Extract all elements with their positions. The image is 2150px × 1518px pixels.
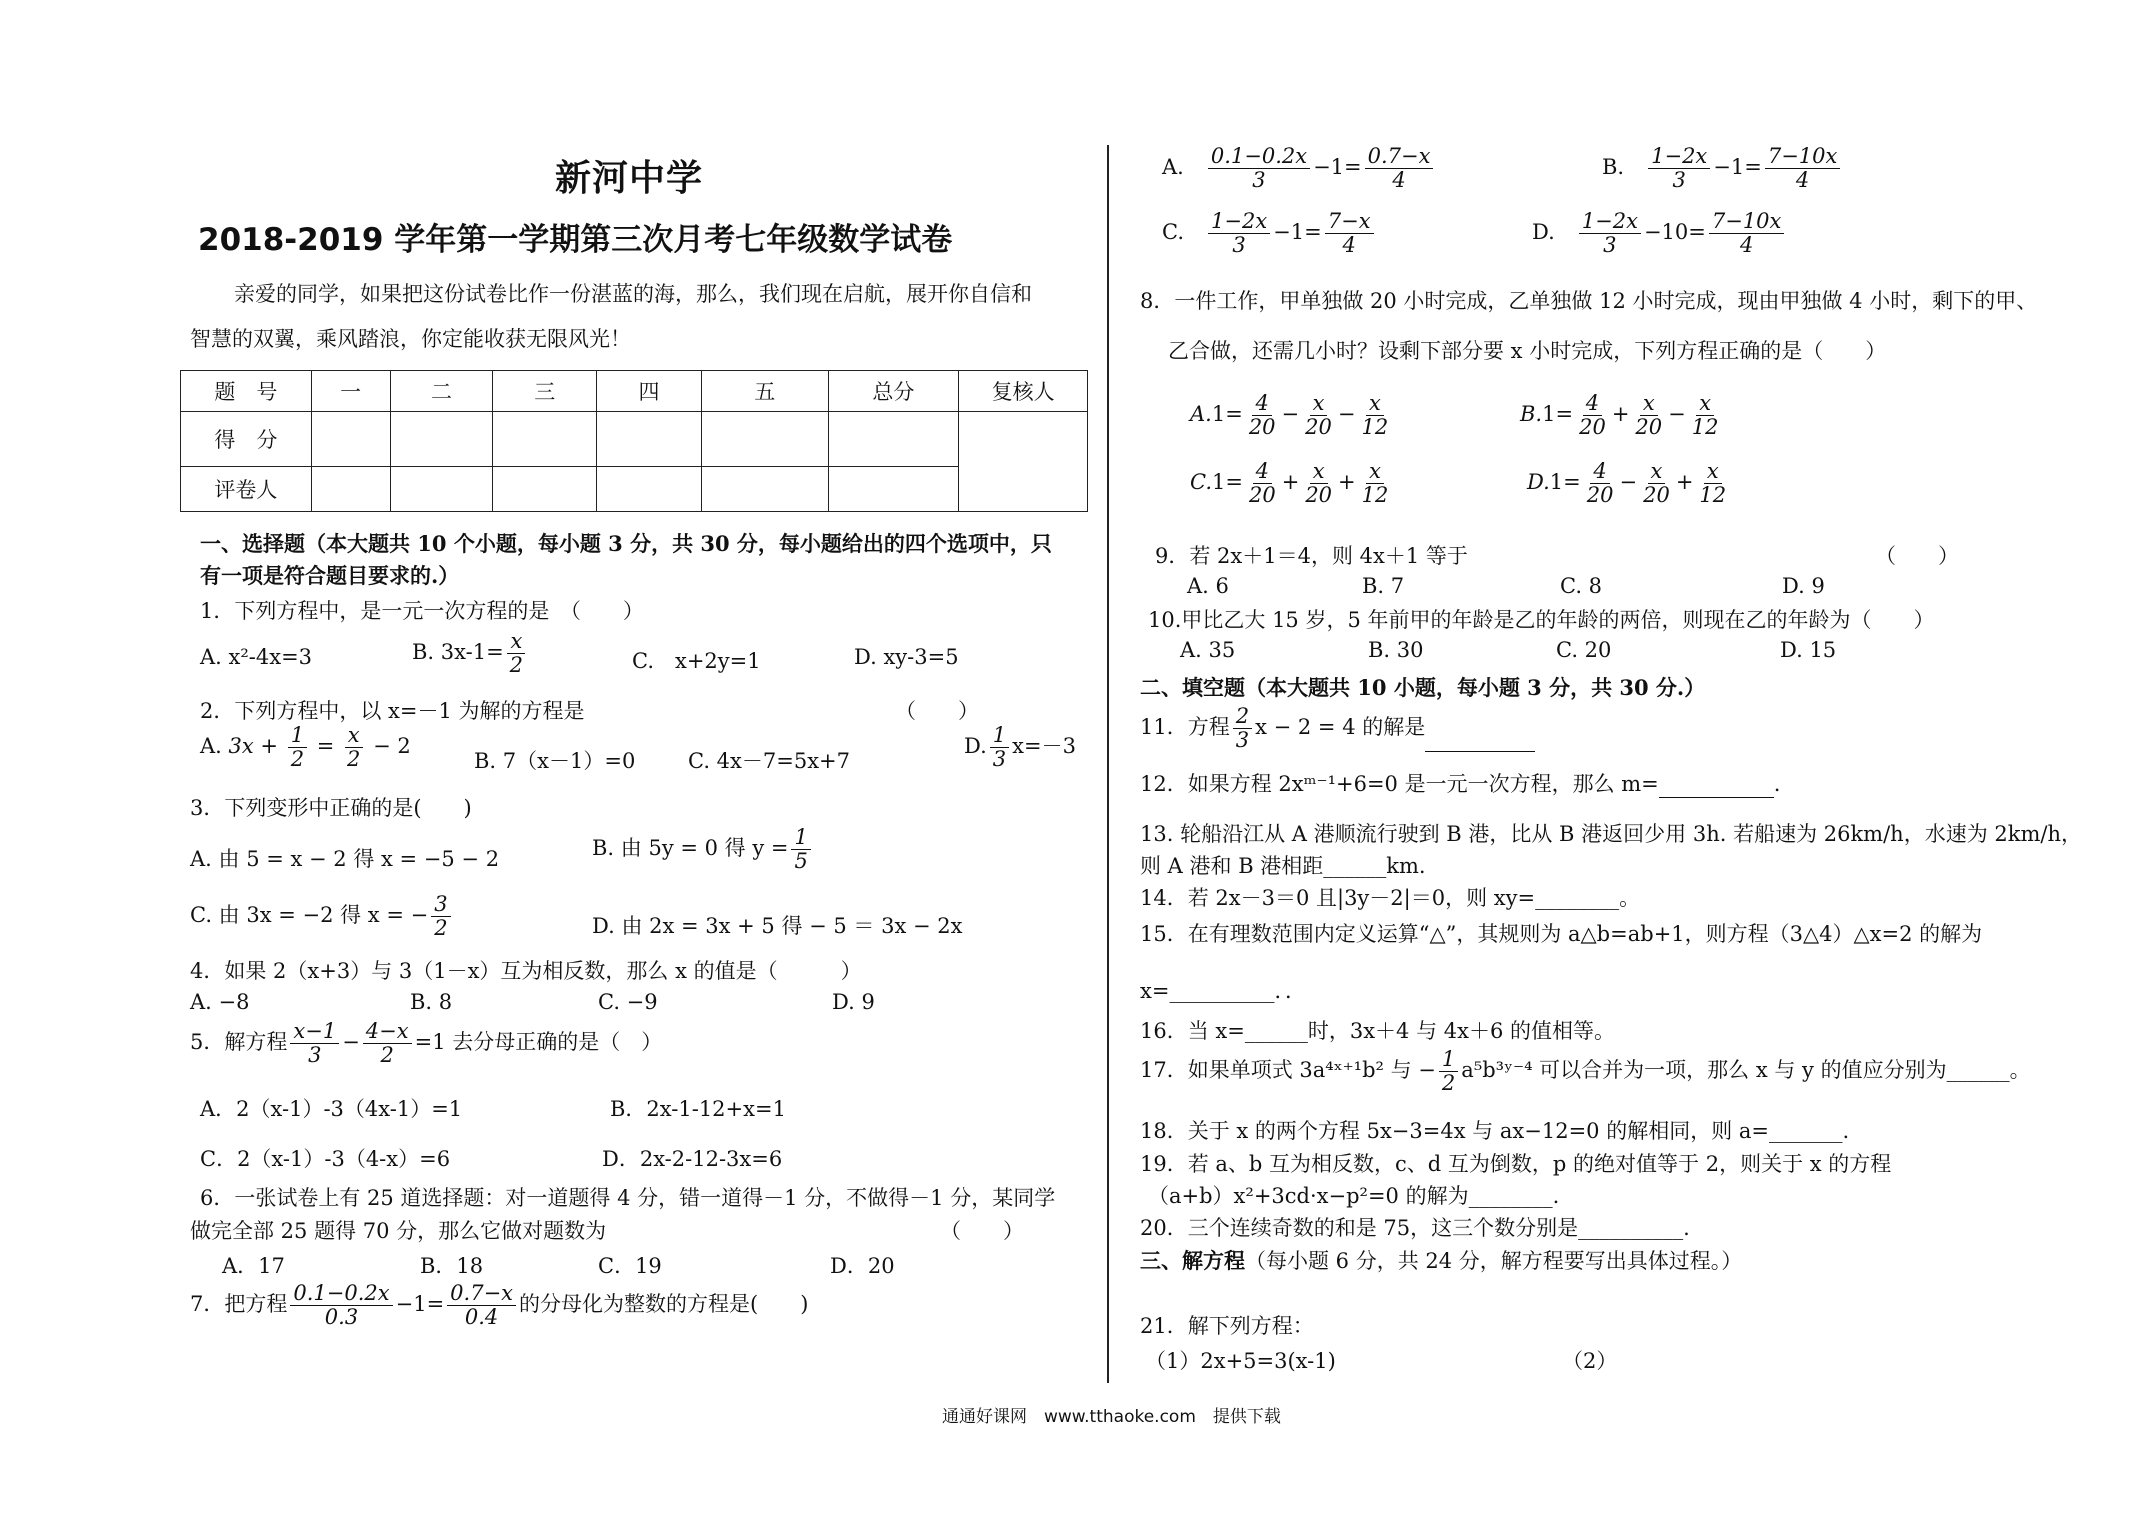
q6-stem-2: 做完全部 25 题得 70 分，那么它做对题数为 [190,1219,607,1243]
intro-line-1: 亲爱的同学，如果把这份试卷比作一份湛蓝的海，那么，我们现在启航，展开你自信和 [234,282,1032,306]
q19-line-2: （a+b）x²+3cd·x−p²=0 的解为________. [1148,1184,1560,1208]
score-header-cell: 总分 [828,371,959,412]
footer-source: 通通好课网 www.tthaoke.com 提供下载 [942,1407,1281,1427]
q6-paren: （ ） [940,1219,1024,1243]
q9-paren: （ ） [1875,544,1959,568]
q8-option-d: D.1= $\frac{4}{20}$ − $\frac{x}{20}$ + $\frac{x}{12}$ [1527,459,1727,508]
q10-option-b: B. 30 [1368,638,1424,662]
q2-stem: 2．下列方程中，以 x=－1 为解的方程是 [200,699,585,723]
score-header-cell: 复核人 [959,371,1088,412]
q5-option-b: B．2x-1-12+x=1 [610,1097,786,1121]
section-3-heading: 三、解方程（每小题 6 分，共 24 分，解方程要写出具体过程。） [1140,1248,1743,1273]
q1-option-b: B. 3x-1= $\frac{x}{2}$ [412,630,529,677]
q6-option-b: B．18 [420,1254,484,1278]
q2-option-a: A. 3x + $\frac{1}{2}$ = $\frac{x}{2}$ − 2 [200,723,411,772]
q3-option-b: B. 由 5y = 0 得 y = $\frac{1}{5}$ [592,826,814,873]
score-header-cell: 一 [311,371,390,412]
q15-line-2: x=__________．． [1140,979,1306,1003]
q2-paren: （ ） [895,699,979,723]
q4-option-a: A. −8 [190,990,250,1014]
q4-option-b: B. 8 [410,990,453,1014]
q1-option-c: C. x+2y=1 [632,649,761,673]
column-divider [1107,145,1109,1383]
q12: 12．如果方程 2xᵐ⁻¹+6=0 是一元一次方程，那么 m= . [1140,772,1781,796]
q5-stem: 5．解方程 $\frac{x-1}{3}$ − $\frac{4-x}{2}$ =1 去分母正确的是（ ） [190,1019,663,1068]
q3-stem: 3．下列变形中正确的是( ) [190,796,472,820]
q21-stem: 21．解下列方程： [1140,1314,1314,1338]
score-table [180,370,1088,512]
q14: 14．若 2x－3＝0 且|3y－2|＝0，则 xy=________。 [1140,886,1641,910]
q19-line-1: 19．若 a、b 互为相反数，c、d 互为倒数，p 的绝对值等于 2，则关于 x 的方程 [1140,1152,1892,1176]
q11: 11．方程 $\frac{2}{3}$ x − 2 = 4 的解是 [1140,705,1535,752]
q21-part-1: （1）2x+5=3(x-1) [1145,1349,1336,1373]
q18: 18．关于 x 的两个方程 5x−3=4x 与 ax−12=0 的解相同，则 a=_______. [1140,1119,1850,1143]
q8-option-b: B.1= $\frac{4}{20}$ + $\frac{x}{20}$ − $\frac{x}{12}$ [1520,391,1719,440]
q5-option-c: C．2（x-1）-3（4-x）=6 [200,1147,451,1171]
q20: 20．三个连续奇数的和是 75，这三个数分别是__________. [1140,1216,1690,1240]
q7-option-d: D. $\frac{1-2x}{3}$ −10= $\frac{7-10x}{4}$ [1532,210,1787,257]
q7-option-c: C. $\frac{1-2x}{3}$ −1= $\frac{7-x}{4}$ [1162,210,1377,257]
intro-line-2: 智慧的双翼，乘风踏浪，你定能收获无限风光！ [190,327,631,351]
q6-stem: 6．一张试卷上有 25 道选择题：对一道题得 4 分，错一道得－1 分，不做得－1 分，某同学 [200,1186,1056,1210]
q16: 16．当 x=______时，3x＋4 与 4x＋6 的值相等。 [1140,1019,1615,1043]
q2-option-b: B. 7（x－1）=0 [474,749,636,773]
q8-stem-2: 乙合做，还需几小时？设剩下部分要 x 小时完成，下列方程正确的是（ ） [1168,339,1887,363]
q3-option-a: A. 由 5 = x − 2 得 x = −5 − 2 [190,847,500,871]
score-header-cell: 二 [390,371,493,412]
q9-option-d: D. 9 [1782,574,1825,598]
exam-title: 2018-2019 学年第一学期第三次月考七年级数学试卷 [198,222,953,258]
q7-option-a: A. $\frac{0.1-0.2x}{3}$ −1= $\frac{0.7-x}{4}$ [1162,145,1436,192]
q9-option-a: A. 6 [1187,574,1229,598]
q4-option-d: D. 9 [832,990,875,1014]
score-row-label: 得 分 [181,412,312,467]
score-header-cell: 四 [597,371,702,412]
section-1-heading-2: 有一项是符合题目要求的.） [200,563,460,588]
section-1-heading: 一、选择题（本大题共 10 个小题，每小题 3 分，共 30 分，每小题给出的四个选项中，只 [200,531,1052,556]
q6-option-d: D．20 [830,1254,895,1278]
score-header-cell: 五 [701,371,828,412]
score-header-cell: 三 [493,371,597,412]
q5-option-d: D．2x-2-12-3x=6 [602,1147,783,1171]
q10-option-d: D. 15 [1780,638,1837,662]
q2-option-c: C. 4x－7=5x+7 [688,749,850,773]
section-2-heading: 二、填空题（本大题共 10 小题，每小题 3 分，共 30 分.） [1140,675,1706,700]
score-header-cell: 题 号 [181,371,312,412]
q15-line-1: 15．在有理数范围内定义运算“△”，其规则为 a△b=ab+1，则方程（3△4）△x=2 的解为 [1140,922,1983,946]
q21-part-2: （2） [1562,1349,1618,1373]
q6-option-c: C．19 [598,1254,662,1278]
q7-option-b: B. $\frac{1-2x}{3}$ −1= $\frac{7-10x}{4}$ [1602,145,1843,192]
q3-option-c: C. 由 3x = −2 得 x = − $\frac{3}{2}$ [190,893,454,940]
q9-stem: 9．若 2x＋1＝4，则 4x＋1 等于 [1155,544,1468,568]
q9-option-c: C. 8 [1560,574,1603,598]
q1-option-d: D. xy-3=5 [854,645,959,669]
q9-option-b: B. 7 [1362,574,1405,598]
q17: 17．如果单项式 3a⁴ˣ⁺¹b² 与 − $\frac{1}{2}$ a⁵b³ʸ⁻⁴ 可以合并为一项，那么 x 与 y 的值应分别为______。 [1140,1047,2031,1096]
q4-stem: 4．如果 2（x+3）与 3（1－x）互为相反数，那么 x 的值是（ ） [190,959,862,983]
q10-option-c: C. 20 [1556,638,1612,662]
q13-line-2: 则 A 港和 B 港相距______km. [1140,854,1426,878]
q3-option-d: D. 由 2x = 3x + 5 得 − 5 ＝ 3x − 2x [592,914,963,938]
q4-option-c: C. −9 [598,990,658,1014]
q7-stem: 7．把方程 $\frac{0.1-0.2x}{0.3}$ −1= $\frac{0.7-x}{0.4}$ 的分母化为整数的方程是( ) [190,1281,809,1330]
q1-option-a: A. x²-4x=3 [200,645,313,669]
school-name: 新河中学 [555,158,704,199]
q13-line-1: 13. 轮船沿江从 A 港顺流行驶到 B 港，比从 B 港返回少用 3h. 若船速为 26km/h，水速为 2km/h， [1140,822,2082,846]
q2-option-d: D. $\frac{1}{3}$ x=－3 [964,723,1076,772]
q10-option-a: A. 35 [1180,638,1236,662]
q1-stem: 1．下列方程中，是一元一次方程的是 （ ） [200,599,644,623]
q5-option-a: A．2（x-1）-3（4x-1）=1 [200,1097,463,1121]
q8-option-a: A.1= $\frac{4}{20}$ − $\frac{x}{20}$ − $\frac{x}{12}$ [1190,391,1389,440]
q10-stem: 10.甲比乙大 15 岁，5 年前甲的年龄是乙的年龄的两倍，则现在乙的年龄为（ ） [1148,608,1935,632]
q6-option-a: A．17 [222,1254,285,1278]
q8-stem: 8．一件工作，甲单独做 20 小时完成，乙单独做 12 小时完成，现由甲独做 4 小时，剩下的甲、 [1140,289,2038,313]
score-row-label: 评卷人 [181,467,312,512]
q8-option-c: C.1= $\frac{4}{20}$ + $\frac{x}{20}$ + $\frac{x}{12}$ [1190,459,1389,508]
